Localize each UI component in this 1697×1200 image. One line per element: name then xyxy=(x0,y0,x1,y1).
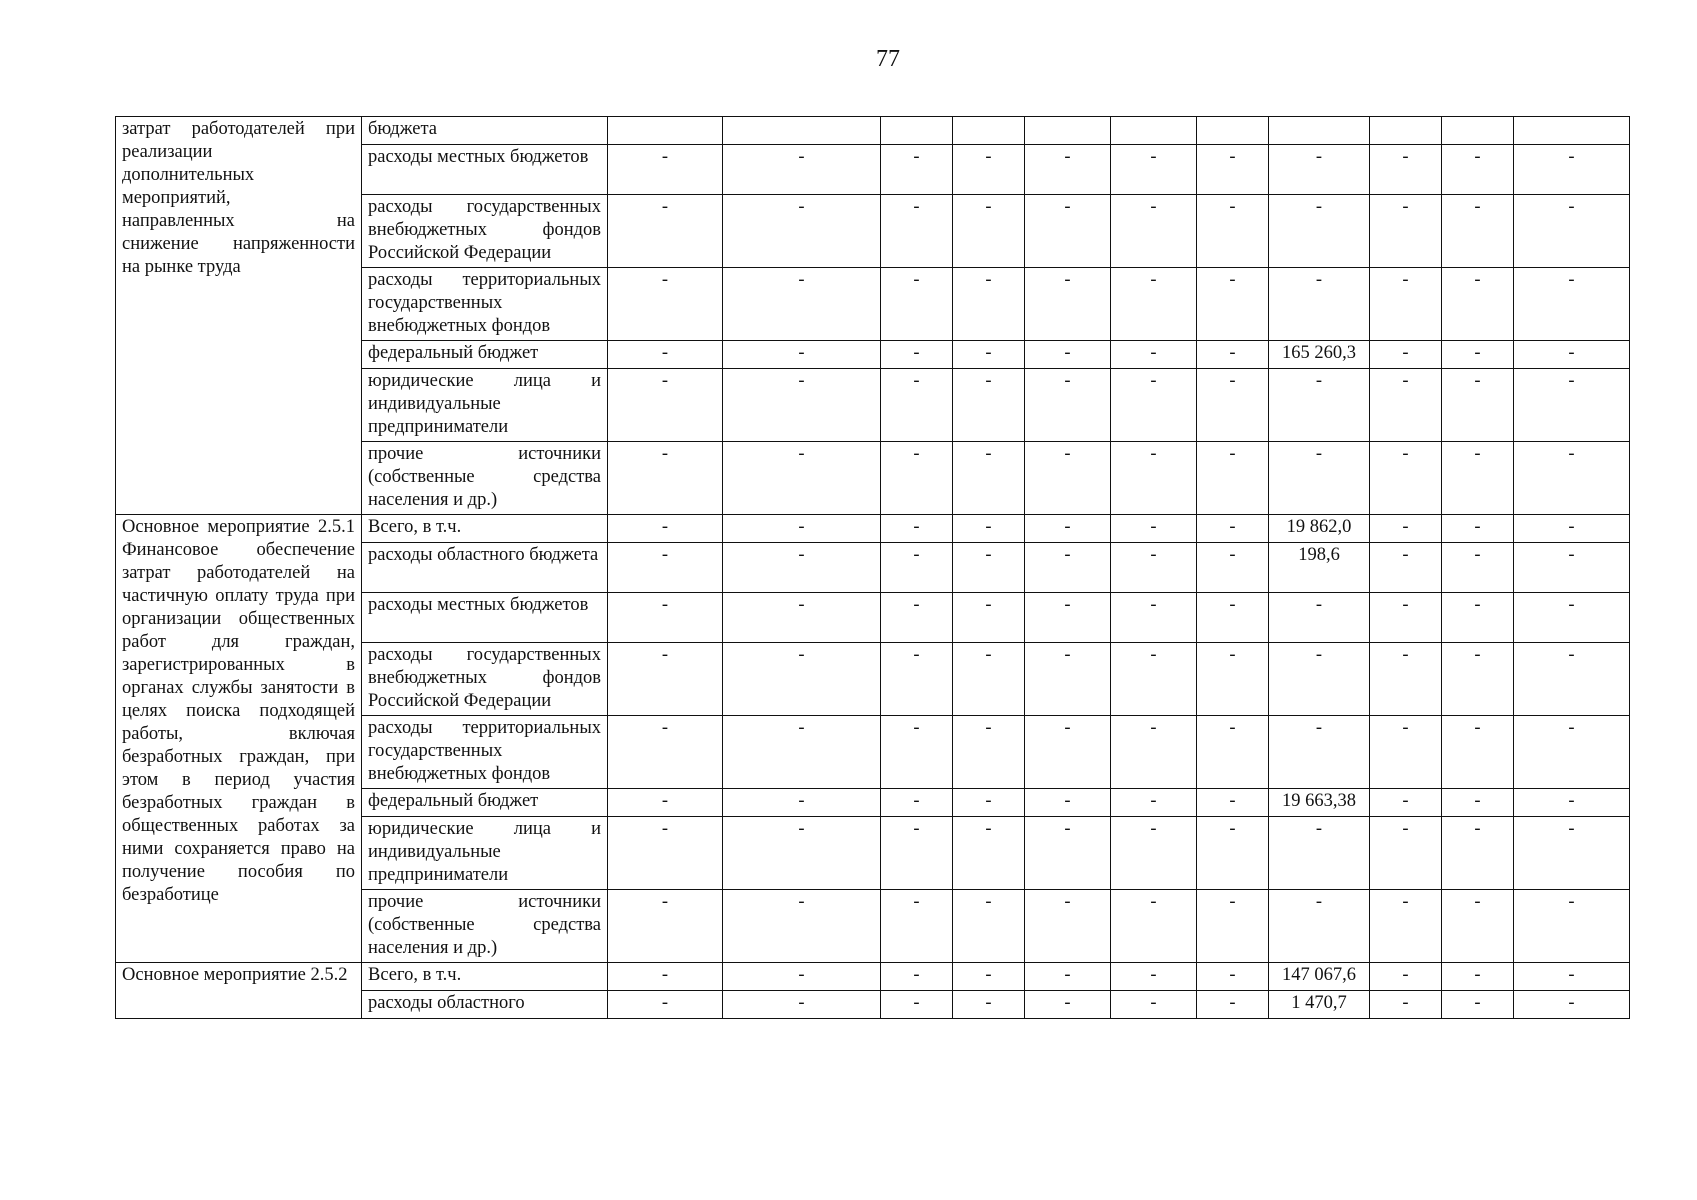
value-cell: - xyxy=(1514,789,1630,817)
value-cell: - xyxy=(1197,341,1269,369)
value-cell: - xyxy=(1442,890,1514,963)
value-cell: - xyxy=(1514,369,1630,442)
value-cell: - xyxy=(723,341,881,369)
value-cell: - xyxy=(1514,145,1630,195)
value-cell: 165 260,3 xyxy=(1269,341,1370,369)
value-cell: - xyxy=(1370,593,1442,643)
funding-source-cell: расходы территориальных государственных внебюджетных фондов xyxy=(362,716,608,789)
value-cell: - xyxy=(1111,643,1197,716)
value-cell: - xyxy=(1025,369,1111,442)
value-cell: - xyxy=(1025,643,1111,716)
value-cell: - xyxy=(1442,145,1514,195)
value-cell: - xyxy=(953,145,1025,195)
value-cell: - xyxy=(1442,543,1514,593)
value-cell: - xyxy=(723,145,881,195)
value-cell: - xyxy=(1025,268,1111,341)
funding-source-cell: расходы местных бюджетов xyxy=(362,593,608,643)
activity-name-cell: Основное мероприятие 2.5.1 Финансовое обеспечение затрат работодателей на частичную оплату труда при организации общественных работ для граждан, зарегистрированных в органах службы занятости в целях поиска подходящей работы, включая безработных граждан, при этом в период участия безработных граждан в общественных работах за ними сохраняется право на получение пособия по безработице xyxy=(116,515,362,963)
value-cell: - xyxy=(953,543,1025,593)
value-cell: - xyxy=(1197,991,1269,1019)
activity-name-line: реализации xyxy=(122,142,213,162)
value-cell: - xyxy=(608,716,723,789)
value-cell: - xyxy=(608,145,723,195)
value-cell: - xyxy=(1197,716,1269,789)
value-cell: - xyxy=(1111,268,1197,341)
value-cell: 147 067,6 xyxy=(1269,963,1370,991)
activity-name-line: на рынке труда xyxy=(122,257,241,277)
value-cell: - xyxy=(1269,442,1370,515)
value-cell: - xyxy=(953,593,1025,643)
value-cell: - xyxy=(881,789,953,817)
value-cell: - xyxy=(1269,145,1370,195)
funding-source-cell: расходы местных бюджетов xyxy=(362,145,608,195)
value-cell: - xyxy=(953,643,1025,716)
value-cell: - xyxy=(723,817,881,890)
value-cell: - xyxy=(1370,195,1442,268)
funding-source-cell: бюджета xyxy=(362,117,608,145)
value-cell: - xyxy=(1111,515,1197,543)
value-cell: - xyxy=(1197,442,1269,515)
activity-name-line: направленных на xyxy=(122,211,355,231)
value-cell: - xyxy=(1442,268,1514,341)
value-cell: - xyxy=(1370,543,1442,593)
value-cell: - xyxy=(1442,369,1514,442)
value-cell xyxy=(608,117,723,145)
value-cell: - xyxy=(1442,716,1514,789)
value-cell: - xyxy=(723,643,881,716)
value-cell: - xyxy=(953,515,1025,543)
value-cell: - xyxy=(881,716,953,789)
value-cell: - xyxy=(608,515,723,543)
value-cell xyxy=(1370,117,1442,145)
value-cell: - xyxy=(1269,593,1370,643)
value-cell: - xyxy=(1111,341,1197,369)
value-cell: - xyxy=(1197,268,1269,341)
value-cell: - xyxy=(723,195,881,268)
funding-source-cell: расходы областного бюджета xyxy=(362,543,608,593)
activity-name-line: дополнительных xyxy=(122,165,255,185)
value-cell: - xyxy=(608,991,723,1019)
value-cell: - xyxy=(1269,716,1370,789)
page-number: 77 xyxy=(876,46,900,72)
value-cell: - xyxy=(1111,963,1197,991)
value-cell: - xyxy=(1111,593,1197,643)
activity-name-cell: Основное мероприятие 2.5.2 xyxy=(116,963,362,1019)
value-cell: - xyxy=(723,543,881,593)
value-cell: - xyxy=(953,789,1025,817)
table-row xyxy=(116,515,1630,543)
value-cell: - xyxy=(1514,195,1630,268)
value-cell: - xyxy=(723,789,881,817)
value-cell: - xyxy=(953,195,1025,268)
value-cell: - xyxy=(1370,716,1442,789)
value-cell: - xyxy=(881,341,953,369)
value-cell: - xyxy=(608,442,723,515)
value-cell: - xyxy=(608,543,723,593)
value-cell: - xyxy=(953,963,1025,991)
value-cell: - xyxy=(723,515,881,543)
value-cell: - xyxy=(608,817,723,890)
value-cell: - xyxy=(1442,442,1514,515)
value-cell: 198,6 xyxy=(1269,543,1370,593)
value-cell: - xyxy=(723,716,881,789)
value-cell: - xyxy=(1025,543,1111,593)
funding-source-cell: юридические лица и индивидуальные предприниматели xyxy=(362,817,608,890)
value-cell: - xyxy=(1025,442,1111,515)
funding-source-cell: Всего, в т.ч. xyxy=(362,963,608,991)
value-cell: - xyxy=(1269,369,1370,442)
value-cell: - xyxy=(1025,593,1111,643)
value-cell: - xyxy=(1442,643,1514,716)
value-cell: - xyxy=(953,341,1025,369)
value-cell xyxy=(1442,117,1514,145)
value-cell: - xyxy=(1111,369,1197,442)
budget-table xyxy=(115,116,1630,1019)
value-cell: - xyxy=(608,593,723,643)
value-cell: - xyxy=(881,145,953,195)
value-cell: - xyxy=(1269,268,1370,341)
funding-source-cell: федеральный бюджет xyxy=(362,789,608,817)
value-cell: - xyxy=(608,341,723,369)
value-cell: - xyxy=(881,963,953,991)
value-cell: - xyxy=(1370,963,1442,991)
value-cell: - xyxy=(1197,145,1269,195)
value-cell: - xyxy=(1370,789,1442,817)
value-cell: - xyxy=(1197,593,1269,643)
activity-name-line: снижение напряженности xyxy=(122,234,355,254)
value-cell: - xyxy=(1442,991,1514,1019)
value-cell: - xyxy=(881,515,953,543)
value-cell: - xyxy=(1197,890,1269,963)
value-cell: - xyxy=(1442,963,1514,991)
value-cell: - xyxy=(1442,817,1514,890)
value-cell: - xyxy=(608,369,723,442)
value-cell xyxy=(1197,117,1269,145)
value-cell: - xyxy=(953,442,1025,515)
table-row xyxy=(116,963,1630,991)
value-cell: - xyxy=(881,369,953,442)
value-cell: - xyxy=(1025,789,1111,817)
value-cell: - xyxy=(881,268,953,341)
value-cell: - xyxy=(1514,442,1630,515)
value-cell: - xyxy=(1370,991,1442,1019)
activity-name-line: мероприятий, xyxy=(122,188,231,208)
value-cell: - xyxy=(1111,991,1197,1019)
funding-source-cell: прочие источники (собственные средства населения и др.) xyxy=(362,890,608,963)
value-cell: - xyxy=(1025,515,1111,543)
value-cell: - xyxy=(723,963,881,991)
value-cell: - xyxy=(953,890,1025,963)
value-cell: - xyxy=(1197,543,1269,593)
value-cell: - xyxy=(1514,991,1630,1019)
value-cell: - xyxy=(1025,145,1111,195)
value-cell: - xyxy=(1197,789,1269,817)
value-cell: - xyxy=(1197,643,1269,716)
value-cell: - xyxy=(1111,442,1197,515)
value-cell xyxy=(953,117,1025,145)
value-cell: - xyxy=(1111,890,1197,963)
value-cell: - xyxy=(1197,963,1269,991)
value-cell: - xyxy=(723,890,881,963)
value-cell: - xyxy=(1025,890,1111,963)
value-cell: - xyxy=(1370,442,1442,515)
value-cell: - xyxy=(1025,341,1111,369)
value-cell: - xyxy=(1269,195,1370,268)
activity-name-cell xyxy=(116,117,362,515)
funding-source-cell: расходы государственных внебюджетных фондов Российской Федерации xyxy=(362,195,608,268)
value-cell: - xyxy=(881,593,953,643)
value-cell xyxy=(723,117,881,145)
value-cell: - xyxy=(1514,716,1630,789)
value-cell: - xyxy=(953,369,1025,442)
value-cell: - xyxy=(723,991,881,1019)
value-cell: - xyxy=(1514,817,1630,890)
value-cell: - xyxy=(1370,341,1442,369)
value-cell: - xyxy=(1269,890,1370,963)
value-cell: - xyxy=(1442,195,1514,268)
value-cell: - xyxy=(1370,145,1442,195)
value-cell: - xyxy=(881,442,953,515)
value-cell: - xyxy=(723,442,881,515)
value-cell: - xyxy=(1442,515,1514,543)
value-cell: - xyxy=(881,543,953,593)
value-cell: - xyxy=(1370,817,1442,890)
value-cell: - xyxy=(1025,716,1111,789)
value-cell: - xyxy=(608,963,723,991)
value-cell: - xyxy=(1514,341,1630,369)
value-cell: - xyxy=(1514,515,1630,543)
value-cell: - xyxy=(953,991,1025,1019)
value-cell: - xyxy=(1111,789,1197,817)
value-cell: - xyxy=(1514,543,1630,593)
value-cell xyxy=(1111,117,1197,145)
value-cell: - xyxy=(1514,593,1630,643)
value-cell: - xyxy=(1370,643,1442,716)
value-cell: - xyxy=(881,890,953,963)
value-cell: - xyxy=(881,643,953,716)
activity-name-line: затрат работодателей при xyxy=(122,119,355,139)
value-cell: 1 470,7 xyxy=(1269,991,1370,1019)
value-cell: - xyxy=(1197,195,1269,268)
value-cell: - xyxy=(1111,145,1197,195)
value-cell xyxy=(881,117,953,145)
value-cell: - xyxy=(1442,341,1514,369)
value-cell: - xyxy=(723,268,881,341)
value-cell: - xyxy=(1111,716,1197,789)
funding-source-cell: прочие источники (собственные средства населения и др.) xyxy=(362,442,608,515)
value-cell: - xyxy=(1269,643,1370,716)
value-cell: - xyxy=(608,789,723,817)
value-cell: - xyxy=(1111,195,1197,268)
value-cell: - xyxy=(953,716,1025,789)
value-cell: - xyxy=(1111,543,1197,593)
value-cell: - xyxy=(1269,817,1370,890)
value-cell: - xyxy=(1197,369,1269,442)
funding-source-cell: расходы областного xyxy=(362,991,608,1019)
value-cell: - xyxy=(1370,890,1442,963)
value-cell: 19 663,38 xyxy=(1269,789,1370,817)
value-cell: - xyxy=(1514,963,1630,991)
value-cell: 19 862,0 xyxy=(1269,515,1370,543)
value-cell: - xyxy=(608,643,723,716)
funding-source-cell: расходы государственных внебюджетных фондов Российской Федерации xyxy=(362,643,608,716)
value-cell: - xyxy=(953,817,1025,890)
value-cell: - xyxy=(608,890,723,963)
value-cell: - xyxy=(1025,817,1111,890)
value-cell: - xyxy=(723,593,881,643)
funding-source-cell: юридические лица и индивидуальные предприниматели xyxy=(362,369,608,442)
value-cell: - xyxy=(1514,890,1630,963)
funding-source-cell: расходы территориальных государственных внебюджетных фондов xyxy=(362,268,608,341)
funding-source-cell: Всего, в т.ч. xyxy=(362,515,608,543)
value-cell: - xyxy=(1025,991,1111,1019)
value-cell: - xyxy=(1370,369,1442,442)
value-cell: - xyxy=(608,195,723,268)
value-cell: - xyxy=(1197,817,1269,890)
value-cell: - xyxy=(1111,817,1197,890)
value-cell: - xyxy=(1197,515,1269,543)
value-cell: - xyxy=(608,268,723,341)
value-cell xyxy=(1025,117,1111,145)
value-cell: - xyxy=(1025,963,1111,991)
value-cell: - xyxy=(881,817,953,890)
value-cell: - xyxy=(1025,195,1111,268)
value-cell: - xyxy=(881,991,953,1019)
value-cell: - xyxy=(1370,268,1442,341)
value-cell: - xyxy=(1370,515,1442,543)
value-cell: - xyxy=(1514,643,1630,716)
value-cell: - xyxy=(953,268,1025,341)
value-cell: - xyxy=(1442,593,1514,643)
value-cell: - xyxy=(723,369,881,442)
value-cell: - xyxy=(1514,268,1630,341)
value-cell: - xyxy=(881,195,953,268)
table-row xyxy=(116,117,1630,145)
table-body xyxy=(116,117,1630,1019)
funding-source-cell: федеральный бюджет xyxy=(362,341,608,369)
value-cell xyxy=(1514,117,1630,145)
value-cell: - xyxy=(1442,789,1514,817)
value-cell xyxy=(1269,117,1370,145)
